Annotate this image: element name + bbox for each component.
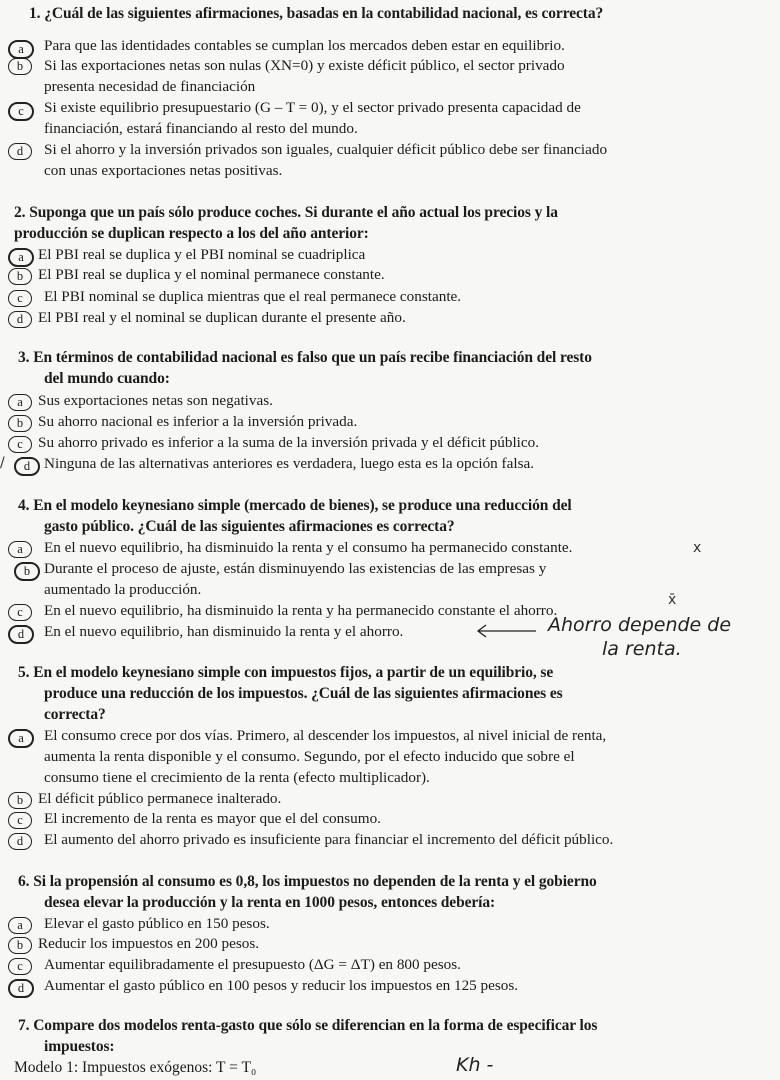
question-title: 5. En el modelo keynesiano simple con impuestos fijos, a partir de un equilibrio, se bbox=[18, 664, 554, 681]
option-text: En el nuevo equilibrio, ha disminuido la renta y ha permanecido constante el ahorro. bbox=[44, 602, 558, 619]
option-text: El PBI real y el nominal se duplican durante el presente año. bbox=[38, 309, 406, 326]
option-marker-a[interactable]: a bbox=[8, 541, 32, 558]
option-marker-b[interactable]: b bbox=[8, 792, 32, 809]
option-text: consumo tiene el crecimiento de la renta (efecto multiplicador). bbox=[44, 769, 430, 786]
option-text: El PBI nominal se duplica mientras que el real permanece constante. bbox=[44, 288, 462, 305]
question-title: 3. En términos de contabilidad nacional es falso que un país recibe financiación del resto bbox=[18, 349, 592, 366]
option-text: Sus exportaciones netas son negativas. bbox=[38, 392, 273, 409]
option-text: aumenta la renta disponible y el consumo. Segundo, por el efecto inducido que sobre el bbox=[44, 748, 575, 765]
option-text: El déficit público permanece inalterado. bbox=[38, 790, 282, 807]
option-marker-d[interactable]: d bbox=[8, 143, 32, 160]
question-title: del mundo cuando: bbox=[44, 370, 170, 387]
option-text: Para que las identidades contables se cumplan los mercados deben estar en equilibrio. bbox=[44, 37, 565, 54]
option-text: Ninguna de las alternativas anteriores es verdadera, luego esta es la opción falsa. bbox=[44, 455, 535, 472]
option-marker-c[interactable]: c bbox=[8, 436, 32, 453]
option-text: Su ahorro nacional es inferior a la inversión privada. bbox=[38, 413, 358, 430]
option-text: Si existe equilibrio presupuestario (G – T = 0), y el sector privado presenta capacidad de bbox=[44, 99, 581, 116]
option-marker-d[interactable]: d bbox=[8, 625, 34, 644]
option-text: Elevar el gasto público en 150 pesos. bbox=[44, 915, 270, 932]
question-title: 2. Suponga que un país sólo produce coches. Si durante el año actual los precios y la bbox=[14, 204, 558, 221]
question-title: 1. ¿Cuál de las siguientes afirmaciones, basadas en la contabilidad nacional, es correcta? bbox=[29, 5, 604, 22]
handwritten-note: Ahorro depende de bbox=[548, 614, 732, 636]
option-text: El PBI real se duplica y el nominal permanece constante. bbox=[38, 266, 385, 283]
option-marker-d[interactable]: d bbox=[8, 979, 34, 998]
cross-mark-icon: x̄ bbox=[668, 592, 677, 608]
option-marker-b[interactable]: b bbox=[8, 58, 32, 75]
option-marker-a[interactable]: a bbox=[8, 729, 34, 748]
option-marker-c[interactable]: c bbox=[8, 290, 32, 307]
option-marker-a[interactable]: a bbox=[8, 394, 32, 411]
question-title: desea elevar la producción y la renta en 1000 pesos, entonces debería: bbox=[44, 894, 496, 911]
option-marker-d[interactable]: d bbox=[14, 457, 40, 476]
option-marker-b[interactable]: b bbox=[8, 937, 32, 954]
option-text: El incremento de la renta es mayor que el del consumo. bbox=[44, 810, 381, 827]
option-marker-a[interactable]: a bbox=[8, 248, 34, 267]
option-text: financiación, estará financiando al resto del mundo. bbox=[44, 120, 358, 137]
check-mark-icon: / bbox=[0, 455, 5, 471]
option-text: Si el ahorro y la inversión privados son iguales, cualquier déficit público debe ser financiado bbox=[44, 141, 608, 158]
option-marker-b[interactable]: b bbox=[8, 415, 32, 432]
option-text: El consumo crece por dos vías. Primero, al descender los impuestos, al nivel inicial de renta, bbox=[44, 727, 607, 744]
option-text: Aumentar el gasto público en 100 pesos y reducir los impuestos en 125 pesos. bbox=[44, 977, 519, 994]
question-title: produce una reducción de los impuestos. ¿Cuál de las siguientes afirmaciones es bbox=[44, 685, 563, 702]
question-title: producción se duplican respecto a los del año anterior: bbox=[14, 225, 369, 242]
option-text: Reducir los impuestos en 200 pesos. bbox=[38, 935, 260, 952]
option-marker-b[interactable]: b bbox=[8, 268, 32, 285]
handwritten-note: la renta. bbox=[602, 638, 682, 660]
option-text: aumentado la producción. bbox=[44, 581, 202, 598]
option-text: Durante el proceso de ajuste, están disminuyendo las existencias de las empresas y bbox=[44, 560, 547, 577]
option-text: El PBI real se duplica y el PBI nominal se cuadriplica bbox=[38, 246, 366, 263]
question-title: impuestos: bbox=[44, 1038, 115, 1055]
option-marker-c[interactable]: c bbox=[8, 812, 32, 829]
question-title: 7. Compare dos modelos renta-gasto que sólo se diferencian en la forma de especificar los bbox=[18, 1017, 598, 1034]
question-title: 6. Si la propensión al consumo es 0,8, los impuestos no dependen de la renta y el gobierno bbox=[18, 873, 597, 890]
question-title: 4. En el modelo keynesiano simple (mercado de bienes), se produce una reducción del bbox=[18, 497, 572, 514]
handwritten-arrow-icon bbox=[476, 622, 540, 640]
option-text: Aumentar equilibradamente el presupuesto (ΔG = ΔT) en 800 pesos. bbox=[44, 956, 461, 973]
cross-mark-icon: x bbox=[693, 540, 702, 556]
option-marker-a[interactable]: a bbox=[8, 40, 34, 59]
option-marker-b[interactable]: b bbox=[14, 562, 40, 581]
option-text: presenta necesidad de financiación bbox=[44, 78, 256, 95]
option-text: El aumento del ahorro privado es insuficiente para financiar el incremento del déficit público. bbox=[44, 831, 614, 848]
option-marker-a[interactable]: a bbox=[8, 917, 32, 934]
option-text: con unas exportaciones netas positivas. bbox=[44, 162, 283, 179]
option-marker-c[interactable]: c bbox=[8, 604, 32, 621]
option-text: Si las exportaciones netas son nulas (XN=0) y existe déficit público, el sector privado bbox=[44, 57, 565, 74]
question-title: correcta? bbox=[44, 706, 106, 723]
option-marker-d[interactable]: d bbox=[8, 311, 32, 328]
model-line: Modelo 1: Impuestos exógenos: T = T₀ bbox=[14, 1059, 257, 1076]
option-marker-c[interactable]: c bbox=[8, 958, 32, 975]
option-text: Su ahorro privado es inferior a la suma de la inversión privada y el déficit público. bbox=[38, 434, 540, 451]
option-marker-c[interactable]: c bbox=[8, 102, 34, 121]
option-marker-d[interactable]: d bbox=[8, 833, 32, 850]
question-title: gasto público. ¿Cuál de las siguientes afirmaciones es correcta? bbox=[44, 518, 455, 535]
handwritten-scribble: Kh - bbox=[456, 1054, 494, 1076]
option-text: En el nuevo equilibrio, ha disminuido la renta y el consumo ha permanecido constante. bbox=[44, 539, 573, 556]
option-text: En el nuevo equilibrio, han disminuido la renta y el ahorro. bbox=[44, 623, 404, 640]
